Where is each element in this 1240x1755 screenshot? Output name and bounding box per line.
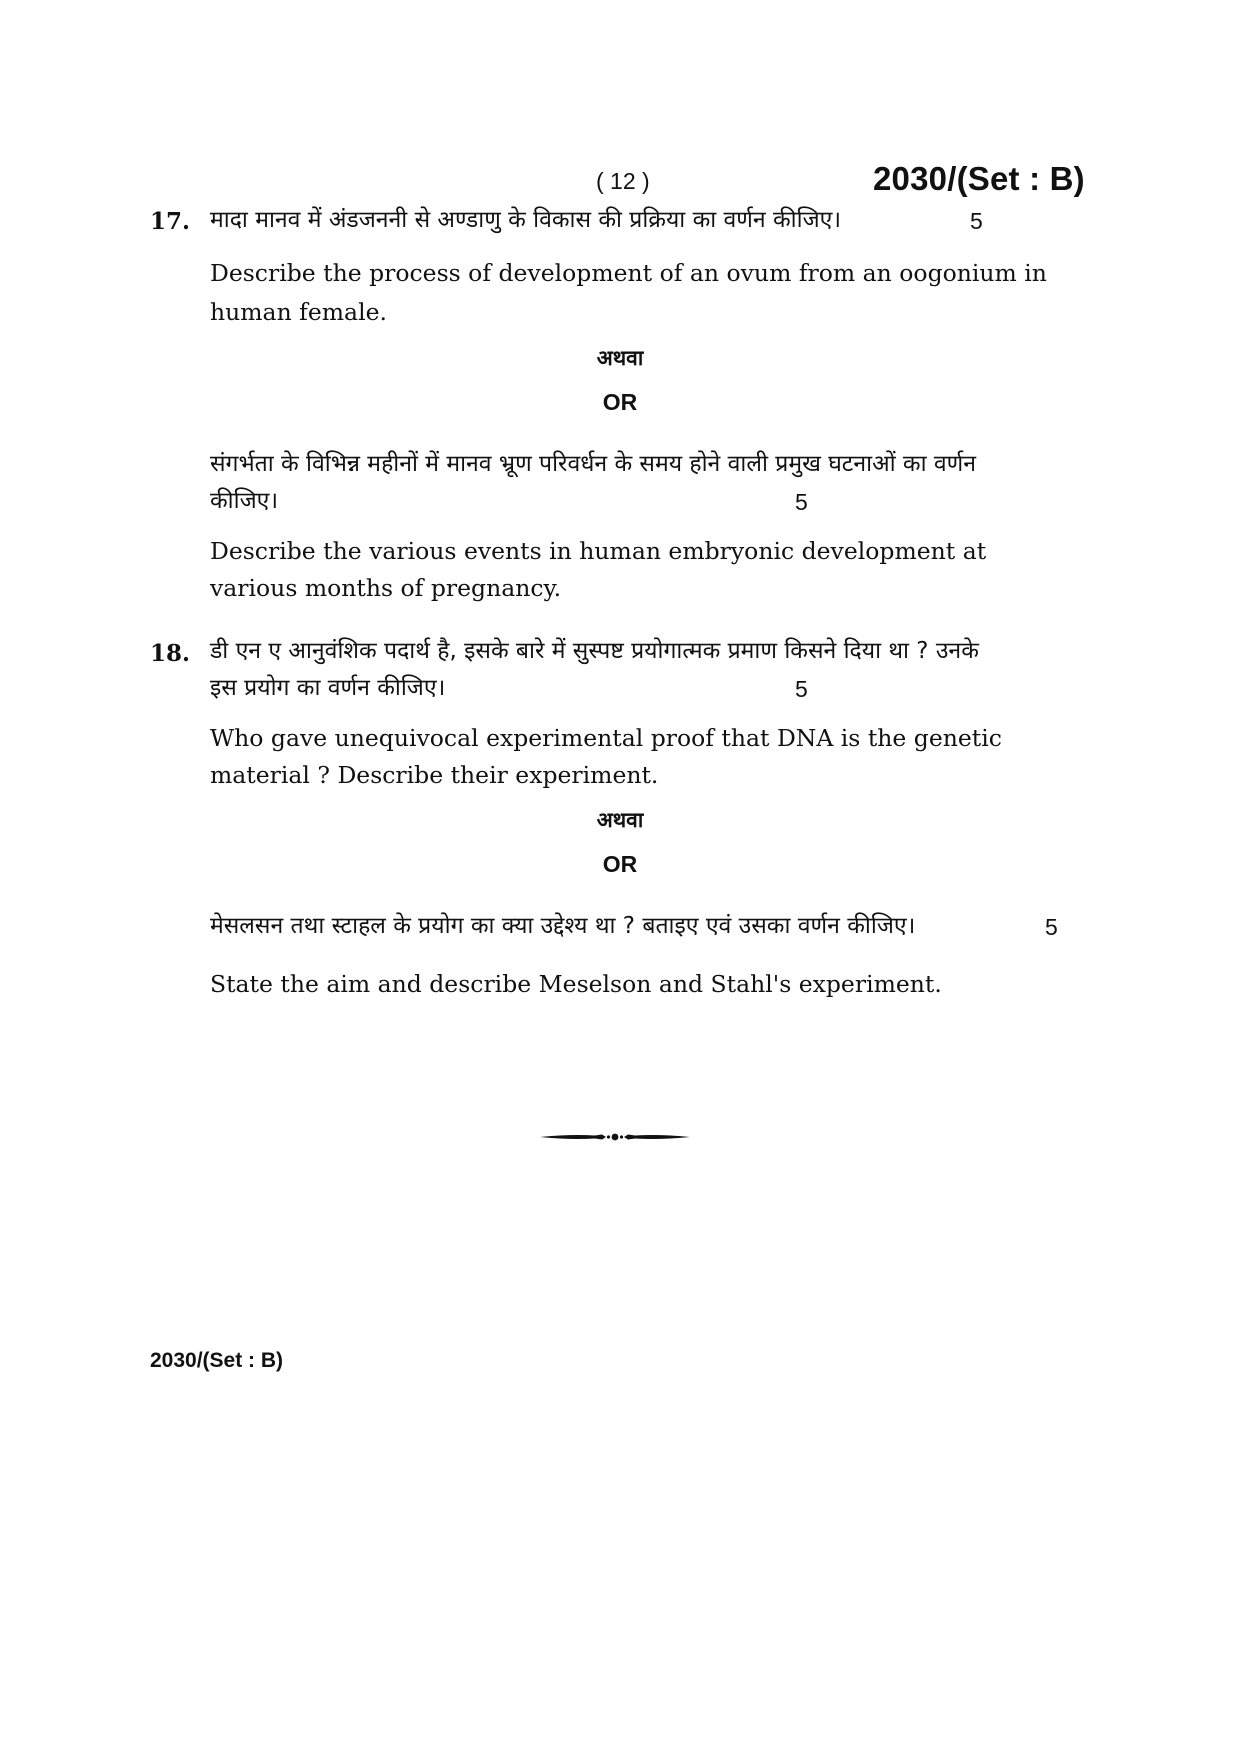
or-hindi-17: अथवा (596, 346, 644, 370)
question-18-alt-hindi: मेसलसन तथा स्टाहल के प्रयोग का क्या उद्देश्य था ? बताइए एवं उसका वर्णन कीजिए। (210, 913, 916, 939)
paper-code-footer: 2030/(Set : B) (150, 1349, 284, 1372)
question-17-english-line1: Describe the process of development of an ovum from an oogonium in (210, 259, 1047, 287)
question-17-number: 17. (150, 208, 191, 235)
question-18-marks: 5 (795, 676, 808, 702)
question-17-alt-hindi-line2: कीजिए। (210, 488, 279, 514)
question-18-number: 18. (150, 640, 191, 667)
question-18-english-line2: material ? Describe their experiment. (210, 761, 659, 789)
or-english-17: OR (602, 389, 638, 415)
question-17-alt-marks: 5 (795, 489, 808, 515)
question-17-alt-english-line1: Describe the various events in human embryonic development at (210, 537, 987, 565)
question-17-alt-hindi-line1: संगर्भता के विभिन्न महीनों में मानव भ्रूण परिवर्धन के समय होने वाली प्रमुख घटनाओं का वर्णन (210, 451, 977, 477)
question-17-english-line2: human female. (210, 298, 387, 326)
question-18-alt-english: State the aim and describe Meselson and Stahl's experiment. (210, 970, 942, 998)
question-18-hindi-line1: डी एन ए आनुवंशिक पदार्थ है, इसके बारे में सुस्पष्ट प्रयोगात्मक प्रमाण किसने दिया था ? उनके (210, 638, 979, 664)
question-18-english-line1: Who gave unequivocal experimental proof that DNA is the genetic (210, 724, 1002, 752)
end-of-paper-ornament-icon (540, 1130, 690, 1144)
paper-code-header: 2030/(Set : B) (873, 160, 1085, 197)
question-17-hindi: मादा मानव में अंडजननी से अण्डाणु के विकास की प्रक्रिया का वर्णन कीजिए। (210, 207, 842, 233)
question-17-marks: 5 (970, 208, 983, 234)
or-english-18: OR (602, 851, 638, 877)
question-18-hindi-line2: इस प्रयोग का वर्णन कीजिए। (210, 675, 446, 701)
question-17-alt-english-line2: various months of pregnancy. (210, 574, 562, 602)
page-number: ( 12 ) (596, 168, 650, 194)
or-hindi-18: अथवा (596, 808, 644, 832)
question-18-alt-marks: 5 (1045, 914, 1058, 940)
